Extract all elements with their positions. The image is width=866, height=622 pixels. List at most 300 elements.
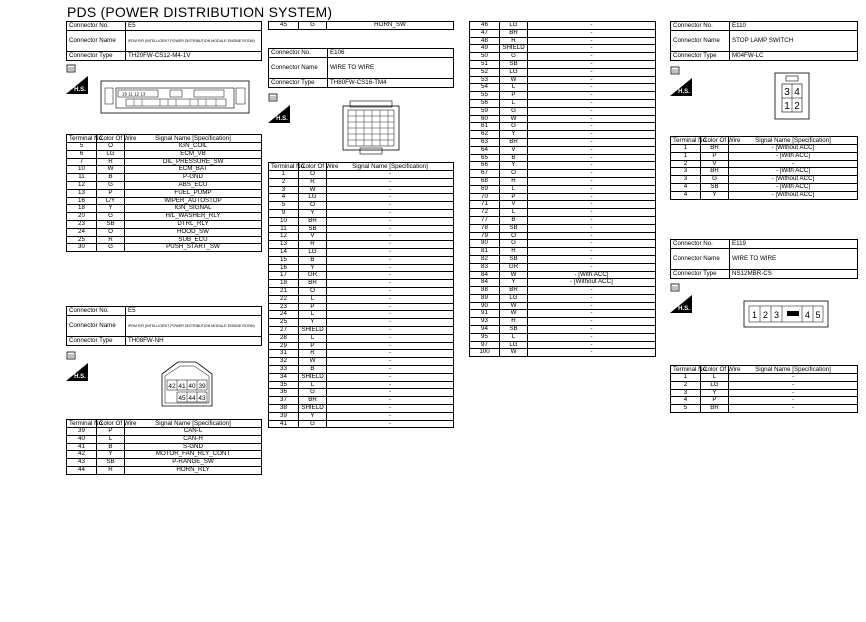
signal-cell: - bbox=[528, 287, 656, 295]
color-cell: W bbox=[500, 76, 528, 84]
signal-cell: P-GND bbox=[125, 174, 262, 182]
table-row bbox=[470, 76, 656, 84]
color-cell: LG bbox=[500, 294, 528, 302]
terminal-cell: 83 bbox=[470, 263, 500, 271]
signal-cell: - [Without ACC] bbox=[729, 145, 858, 153]
color-cell: SB bbox=[500, 326, 528, 334]
table-row bbox=[67, 158, 262, 166]
color-cell: SHIELD bbox=[500, 45, 528, 53]
pin-label: 40 bbox=[188, 383, 196, 390]
signal-cell: - bbox=[528, 185, 656, 193]
color-cell: Y bbox=[701, 389, 729, 397]
terminal-cell: 7 bbox=[67, 158, 97, 166]
table-row bbox=[671, 145, 858, 153]
signal-cell: - bbox=[327, 280, 454, 288]
table-row bbox=[470, 177, 656, 185]
color-cell: G bbox=[299, 22, 327, 30]
signal-cell: - bbox=[528, 341, 656, 349]
terminal-cell: 78 bbox=[470, 224, 500, 232]
e5b-info-table bbox=[66, 306, 262, 346]
signal-cell: - bbox=[327, 311, 454, 319]
table-row bbox=[671, 160, 858, 168]
color-cell: Y bbox=[97, 205, 125, 213]
signal-cell: HOOD_SW bbox=[125, 228, 262, 236]
terminal-cell: 94 bbox=[470, 326, 500, 334]
table-row bbox=[671, 397, 858, 405]
terminal-cell: 29 bbox=[269, 342, 299, 350]
color-cell: SB bbox=[500, 224, 528, 232]
terminal-cell: 79 bbox=[470, 232, 500, 240]
signal-cell: - bbox=[327, 178, 454, 186]
connector-type: TH80FW-CS16-TM4 bbox=[328, 79, 454, 88]
terminal-cell: 11 bbox=[67, 174, 97, 182]
signal-cell: SUB_ECU bbox=[125, 236, 262, 244]
signal-cell: - bbox=[327, 186, 454, 194]
terminal-cell: 16 bbox=[67, 197, 97, 205]
table-row bbox=[269, 412, 454, 420]
header-terminal: Terminal No. bbox=[67, 420, 97, 428]
table-row bbox=[67, 150, 262, 158]
color-cell: V bbox=[500, 201, 528, 209]
color-cell: V bbox=[500, 146, 528, 154]
terminal-cell: 1 bbox=[671, 145, 701, 153]
signal-cell: - bbox=[729, 405, 858, 413]
signal-cell: HORN_RLY bbox=[125, 466, 262, 474]
color-cell: BR bbox=[299, 217, 327, 225]
terminal-cell: 53 bbox=[470, 76, 500, 84]
terminal-cell: 14 bbox=[269, 248, 299, 256]
color-cell: O bbox=[299, 202, 327, 210]
color-cell: SB bbox=[500, 255, 528, 263]
table-row bbox=[67, 189, 262, 197]
signal-cell: - bbox=[327, 404, 454, 412]
color-cell: BR bbox=[701, 405, 729, 413]
hs-icon bbox=[66, 350, 88, 382]
table-row bbox=[671, 374, 858, 382]
signal-cell: HORN_SW bbox=[327, 22, 454, 30]
terminal-cell: 30 bbox=[67, 244, 97, 252]
signal-cell: - [With ACC] bbox=[528, 271, 656, 279]
table-row bbox=[470, 60, 656, 68]
terminal-cell: 61 bbox=[470, 123, 500, 131]
table-row bbox=[671, 168, 858, 176]
color-cell: Y bbox=[299, 319, 327, 327]
terminal-cell: 41 bbox=[269, 420, 299, 428]
terminal-cell: 82 bbox=[470, 255, 500, 263]
terminal-cell: 54 bbox=[470, 84, 500, 92]
table-row bbox=[470, 29, 656, 37]
signal-cell: - bbox=[729, 374, 858, 382]
table-row bbox=[269, 342, 454, 350]
color-cell: R bbox=[299, 241, 327, 249]
table-row bbox=[470, 279, 656, 287]
signal-cell: - bbox=[327, 373, 454, 381]
table-row bbox=[269, 373, 454, 381]
pin-label: 3 bbox=[773, 310, 780, 320]
color-cell: Y bbox=[500, 162, 528, 170]
color-cell: Y bbox=[299, 264, 327, 272]
signal-cell: - bbox=[327, 264, 454, 272]
pin-label: 1 bbox=[784, 101, 790, 112]
signal-cell: - bbox=[327, 217, 454, 225]
terminal-cell: 47 bbox=[470, 29, 500, 37]
table-row bbox=[470, 123, 656, 131]
hs-label: H.S. bbox=[74, 87, 86, 93]
signal-cell: - bbox=[528, 92, 656, 100]
terminal-cell: 90 bbox=[470, 302, 500, 310]
color-cell: SHIELD bbox=[299, 404, 327, 412]
label: Connector No. bbox=[671, 240, 730, 249]
terminal-cell: 5 bbox=[671, 405, 701, 413]
signal-cell: - [With ACC] bbox=[729, 183, 858, 191]
signal-cell: - bbox=[327, 248, 454, 256]
table-row bbox=[269, 420, 454, 428]
terminal-cell: 25 bbox=[269, 319, 299, 327]
table-row bbox=[470, 287, 656, 295]
signal-cell: - [With ACC] bbox=[729, 152, 858, 160]
signal-cell: - bbox=[528, 99, 656, 107]
header-color: Color Of Wire bbox=[97, 420, 125, 428]
terminal-cell: 2 bbox=[671, 381, 701, 389]
color-cell: L bbox=[299, 381, 327, 389]
color-cell: Y bbox=[97, 451, 125, 459]
signal-cell: - bbox=[327, 319, 454, 327]
signal-cell: - bbox=[327, 381, 454, 389]
table-row bbox=[269, 334, 454, 342]
connector-name: STOP LAMP SWITCH bbox=[730, 31, 858, 52]
pin-label: 44 bbox=[188, 395, 196, 402]
signal-cell: - bbox=[528, 263, 656, 271]
signal-cell: - bbox=[327, 272, 454, 280]
table-row bbox=[269, 22, 454, 30]
table-row bbox=[269, 381, 454, 389]
pin-label: 45 bbox=[178, 395, 186, 402]
table-row bbox=[470, 107, 656, 115]
terminal-cell: 13 bbox=[67, 189, 97, 197]
terminal-cell: 11 bbox=[269, 225, 299, 233]
color-cell: O bbox=[299, 287, 327, 295]
table-row bbox=[67, 166, 262, 174]
terminal-cell: 2 bbox=[269, 178, 299, 186]
table-row bbox=[470, 22, 656, 30]
signal-cell: WIPER_AUTOSTOP bbox=[125, 197, 262, 205]
header-color: Color Of Wire bbox=[299, 163, 327, 171]
label: Connector Type bbox=[67, 337, 126, 346]
pin-label: 5 bbox=[815, 310, 821, 320]
hs-label: H.S. bbox=[276, 116, 288, 122]
e5-info-table bbox=[66, 21, 262, 61]
label: Connector Name bbox=[671, 31, 730, 52]
table-row bbox=[269, 303, 454, 311]
terminal-cell: 71 bbox=[470, 201, 500, 209]
table-row bbox=[470, 146, 656, 154]
signal-cell: - bbox=[729, 389, 858, 397]
signal-cell: - bbox=[528, 294, 656, 302]
terminal-cell: 50 bbox=[470, 53, 500, 61]
color-cell: G bbox=[500, 123, 528, 131]
color-cell: P bbox=[299, 303, 327, 311]
signal-cell: ABS_ECU bbox=[125, 181, 262, 189]
table-row bbox=[671, 191, 858, 199]
table-row bbox=[269, 287, 454, 295]
signal-cell: P-RANGE_SW bbox=[125, 459, 262, 467]
terminal-cell: 15 bbox=[269, 256, 299, 264]
signal-cell: - bbox=[528, 232, 656, 240]
table-row bbox=[67, 228, 262, 236]
terminal-cell: 65 bbox=[470, 154, 500, 162]
color-cell: BR bbox=[500, 29, 528, 37]
terminal-cell: 89 bbox=[470, 294, 500, 302]
connector-type: NS12MBR-CS bbox=[730, 270, 858, 279]
terminal-cell: 25 bbox=[67, 236, 97, 244]
terminal-cell: 69 bbox=[470, 185, 500, 193]
color-cell: L bbox=[500, 209, 528, 217]
signal-cell: - bbox=[327, 365, 454, 373]
signal-cell: - bbox=[528, 201, 656, 209]
terminal-cell: 97 bbox=[470, 341, 500, 349]
table-row bbox=[67, 451, 262, 459]
signal-cell: IGN_SIGNAL bbox=[125, 205, 262, 213]
terminal-cell: 88 bbox=[470, 287, 500, 295]
signal-cell: H/L_WASHER_RLY bbox=[125, 213, 262, 221]
terminal-cell: 1 bbox=[671, 374, 701, 382]
table-row bbox=[470, 302, 656, 310]
table-row bbox=[470, 162, 656, 170]
signal-cell: ECM_BAT bbox=[125, 166, 262, 174]
table-row bbox=[671, 183, 858, 191]
terminal-cell: 6 bbox=[67, 150, 97, 158]
header-color: Color Of Wire bbox=[701, 366, 729, 374]
header-signal: Signal Name [Specification] bbox=[125, 420, 262, 428]
color-cell: W bbox=[500, 302, 528, 310]
signal-cell: - bbox=[327, 233, 454, 241]
color-cell: G bbox=[500, 53, 528, 61]
signal-cell: - [Without ACC] bbox=[729, 191, 858, 199]
table-row bbox=[269, 248, 454, 256]
table-row bbox=[269, 241, 454, 249]
e5b-connector-face bbox=[160, 358, 214, 408]
connector-name: IPDM E/R (INTELLIGENT POWER DISTRIBUTION MODULE ENGINE ROOM) bbox=[126, 316, 262, 337]
table-row bbox=[470, 333, 656, 341]
header-color: Color Of Wire bbox=[97, 135, 125, 143]
signal-cell: - bbox=[528, 37, 656, 45]
color-cell: L bbox=[500, 185, 528, 193]
table-row bbox=[269, 225, 454, 233]
signal-cell: - bbox=[528, 131, 656, 139]
table-row bbox=[470, 240, 656, 248]
signal-cell: - bbox=[528, 326, 656, 334]
signal-cell: - bbox=[528, 68, 656, 76]
signal-cell: - bbox=[528, 22, 656, 30]
table-row bbox=[470, 263, 656, 271]
table-row bbox=[269, 202, 454, 210]
color-cell: P bbox=[97, 428, 125, 436]
signal-cell: - bbox=[327, 256, 454, 264]
table-row bbox=[67, 220, 262, 228]
terminal-cell: 63 bbox=[470, 138, 500, 146]
terminal-cell: 60 bbox=[470, 115, 500, 123]
hs-label: H.S. bbox=[678, 89, 690, 95]
color-cell: O bbox=[500, 170, 528, 178]
label: Connector Name bbox=[67, 31, 126, 52]
header-terminal: Terminal No. bbox=[67, 135, 97, 143]
label: Connector No. bbox=[67, 307, 126, 316]
signal-cell: PUSH_START_SW bbox=[125, 244, 262, 252]
label: Connector Type bbox=[671, 270, 730, 279]
signal-cell: - bbox=[528, 302, 656, 310]
table-row bbox=[67, 197, 262, 205]
table-row bbox=[269, 217, 454, 225]
table-row bbox=[67, 181, 262, 189]
color-cell: LG bbox=[500, 68, 528, 76]
signal-cell: FUEL_PUMP bbox=[125, 189, 262, 197]
color-cell: W bbox=[299, 358, 327, 366]
pin-label: 1 bbox=[751, 310, 758, 320]
table-row bbox=[269, 186, 454, 194]
terminal-cell: 3 bbox=[671, 176, 701, 184]
color-cell: G bbox=[97, 181, 125, 189]
signal-cell: - bbox=[528, 216, 656, 224]
e119-info-table bbox=[670, 239, 858, 279]
color-cell: BR bbox=[500, 138, 528, 146]
signal-cell: CAN-H bbox=[125, 435, 262, 443]
connector-type: M04FW-LC bbox=[730, 52, 858, 61]
color-cell: Y bbox=[701, 191, 729, 199]
hs-label: H.S. bbox=[74, 374, 86, 380]
terminal-cell: 12 bbox=[269, 233, 299, 241]
signal-cell: - bbox=[528, 162, 656, 170]
table-row bbox=[67, 236, 262, 244]
terminal-cell: 23 bbox=[269, 303, 299, 311]
color-cell: SHIELD bbox=[299, 326, 327, 334]
table-row bbox=[269, 209, 454, 217]
signal-cell: - bbox=[528, 333, 656, 341]
color-cell: G bbox=[97, 213, 125, 221]
table-row bbox=[470, 138, 656, 146]
color-cell: R bbox=[500, 177, 528, 185]
terminal-cell: 33 bbox=[269, 365, 299, 373]
color-cell: G bbox=[500, 107, 528, 115]
table-row bbox=[67, 459, 262, 467]
table-row bbox=[470, 131, 656, 139]
signal-cell: - bbox=[528, 123, 656, 131]
label: Connector No. bbox=[67, 22, 126, 31]
terminal-cell: 56 bbox=[470, 99, 500, 107]
terminal-cell: 39 bbox=[67, 428, 97, 436]
table-row bbox=[470, 45, 656, 53]
table-row bbox=[470, 84, 656, 92]
terminal-cell: 37 bbox=[269, 397, 299, 405]
signal-cell: - bbox=[528, 209, 656, 217]
hs-label: H.S. bbox=[678, 306, 690, 312]
connector-name: IPDM E/R (INTELLIGENT POWER DISTRIBUTION MODULE ENGINE ROOM) bbox=[126, 31, 262, 52]
hs-icon bbox=[670, 65, 692, 97]
signal-cell: - bbox=[327, 225, 454, 233]
signal-cell: - bbox=[327, 412, 454, 420]
terminal-cell: 48 bbox=[470, 37, 500, 45]
table-row bbox=[269, 389, 454, 397]
signal-cell: - bbox=[528, 146, 656, 154]
signal-cell: CAN-L bbox=[125, 428, 262, 436]
signal-cell: - bbox=[327, 241, 454, 249]
terminal-cell: 3 bbox=[671, 389, 701, 397]
color-cell: Y bbox=[500, 131, 528, 139]
table-row bbox=[470, 248, 656, 256]
terminal-cell: 77 bbox=[470, 216, 500, 224]
signal-cell: - bbox=[327, 389, 454, 397]
header-terminal: Terminal No. bbox=[269, 163, 299, 171]
terminal-cell: 21 bbox=[269, 287, 299, 295]
signal-cell: - bbox=[528, 240, 656, 248]
terminal-cell: 36 bbox=[269, 389, 299, 397]
pin-label: 2 bbox=[762, 310, 769, 320]
color-cell: R bbox=[500, 37, 528, 45]
signal-cell: - bbox=[528, 248, 656, 256]
color-cell: W bbox=[299, 186, 327, 194]
table-row bbox=[67, 244, 262, 252]
color-cell: W bbox=[97, 166, 125, 174]
signal-cell: - bbox=[528, 177, 656, 185]
signal-cell: - bbox=[327, 326, 454, 334]
table-row bbox=[470, 154, 656, 162]
signal-cell: - bbox=[327, 194, 454, 202]
label: Connector Name bbox=[67, 316, 126, 337]
table-row bbox=[269, 272, 454, 280]
signal-cell: - bbox=[528, 255, 656, 263]
signal-cell: - bbox=[327, 295, 454, 303]
header-terminal: Terminal No. bbox=[671, 366, 701, 374]
table-row bbox=[470, 209, 656, 217]
terminal-cell: 44 bbox=[67, 466, 97, 474]
terminal-cell: 66 bbox=[470, 162, 500, 170]
header-signal: Signal Name [Specification] bbox=[729, 137, 858, 145]
terminal-cell: 45 bbox=[269, 22, 299, 30]
terminal-cell: 62 bbox=[470, 131, 500, 139]
connector-type: TH08FW-NH bbox=[126, 337, 262, 346]
terminal-cell: 52 bbox=[470, 68, 500, 76]
terminal-cell: 95 bbox=[470, 333, 500, 341]
label: Connector Name bbox=[671, 249, 730, 270]
e106-terminal-table bbox=[268, 162, 454, 428]
terminal-cell: 10 bbox=[269, 217, 299, 225]
color-cell: LG bbox=[701, 381, 729, 389]
terminal-cell: 4 bbox=[671, 183, 701, 191]
color-cell: V bbox=[299, 233, 327, 241]
table-row bbox=[470, 53, 656, 61]
table-row bbox=[671, 389, 858, 397]
table-row bbox=[470, 193, 656, 201]
header-color: Color Of Wire bbox=[701, 137, 729, 145]
table-row bbox=[470, 170, 656, 178]
terminal-cell: 39 bbox=[269, 412, 299, 420]
terminal-cell: 13 bbox=[269, 241, 299, 249]
pin-label: 43 bbox=[198, 395, 206, 402]
table-row bbox=[671, 405, 858, 413]
signal-cell: - bbox=[528, 154, 656, 162]
color-cell: R bbox=[97, 466, 125, 474]
terminal-cell: 100 bbox=[470, 349, 500, 357]
label: Connector Type bbox=[671, 52, 730, 61]
table-row bbox=[269, 256, 454, 264]
e5c-terminal-table bbox=[268, 21, 454, 30]
color-cell: G bbox=[701, 176, 729, 184]
terminal-cell: 5 bbox=[67, 143, 97, 151]
table-row bbox=[269, 233, 454, 241]
color-cell: SB bbox=[97, 220, 125, 228]
terminal-cell: 35 bbox=[269, 381, 299, 389]
table-row bbox=[671, 176, 858, 184]
table-row bbox=[67, 428, 262, 436]
